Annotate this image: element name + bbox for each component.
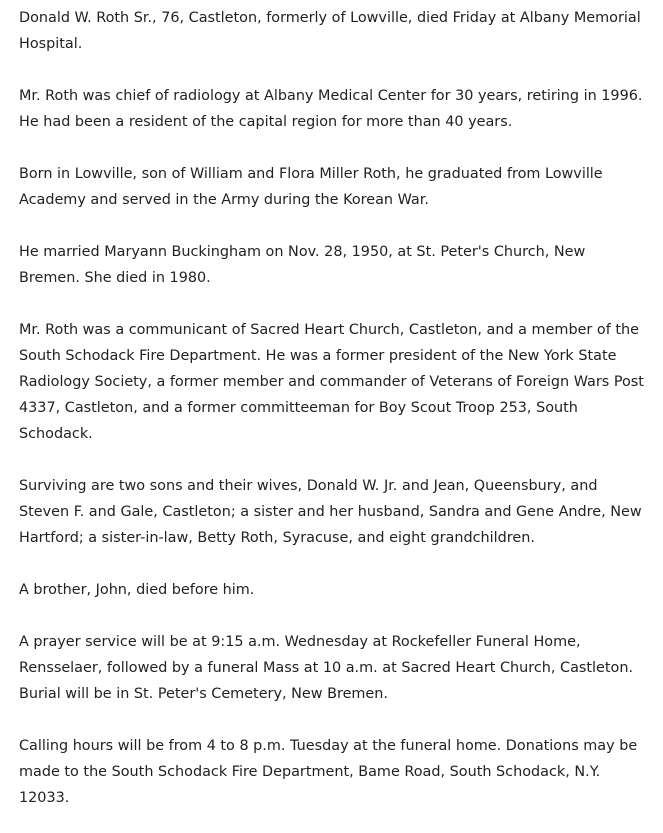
paragraph-death-notice: Donald W. Roth Sr., 76, Castleton, formerly of Lowville, died Friday at Albany Memorial Hospital. (19, 10, 641, 52)
paragraph-survivors: Surviving are two sons and their wives, Donald W. Jr. and Jean, Queensbury, and Steven F. and Gale, Castleton; a sister and her husband, Sandra and Gene Andre, New Hartford; a sister-in-law, Betty Roth, Syracuse, and eight grandchildren. (19, 478, 642, 546)
paragraph-predeceased: A brother, John, died before him. (19, 582, 255, 598)
paragraph-early-life: Born in Lowville, son of William and Flora Miller Roth, he graduated from Lowville Academy and served in the Army during the Korean War. (19, 166, 603, 208)
paragraph-marriage: He married Maryann Buckingham on Nov. 28, 1950, at St. Peter's Church, New Bremen. She died in 1980. (19, 244, 586, 286)
obituary-article (19, 5, 649, 811)
paragraph-services: A prayer service will be at 9:15 a.m. Wednesday at Rockefeller Funeral Home, Rensselaer, followed by a funeral Mass at 10 a.m. at Sacred Heart Church, Castleton. Burial will be in St. Peter's Cemetery, New Bremen. (19, 634, 634, 702)
paragraph-career: Mr. Roth was chief of radiology at Albany Medical Center for 30 years, retiring in 1996. He had been a resident of the capital region for more than 40 years. (19, 88, 643, 130)
paragraph-affiliations: Mr. Roth was a communicant of Sacred Heart Church, Castleton, and a member of the South Schodack Fire Department. He was a former president of the New York State Radiology Society, a former member and commander of Veterans of Foreign Wars Post 4337, Castleton, and a former committeeman for Boy Scout Troop 253, South Schodack. (19, 322, 644, 442)
paragraph-calling-hours: Calling hours will be from 4 to 8 p.m. Tuesday at the funeral home. Donations may be made to the South Schodack Fire Department, Bame Road, South Schodack, N.Y. 12033. (19, 738, 638, 806)
